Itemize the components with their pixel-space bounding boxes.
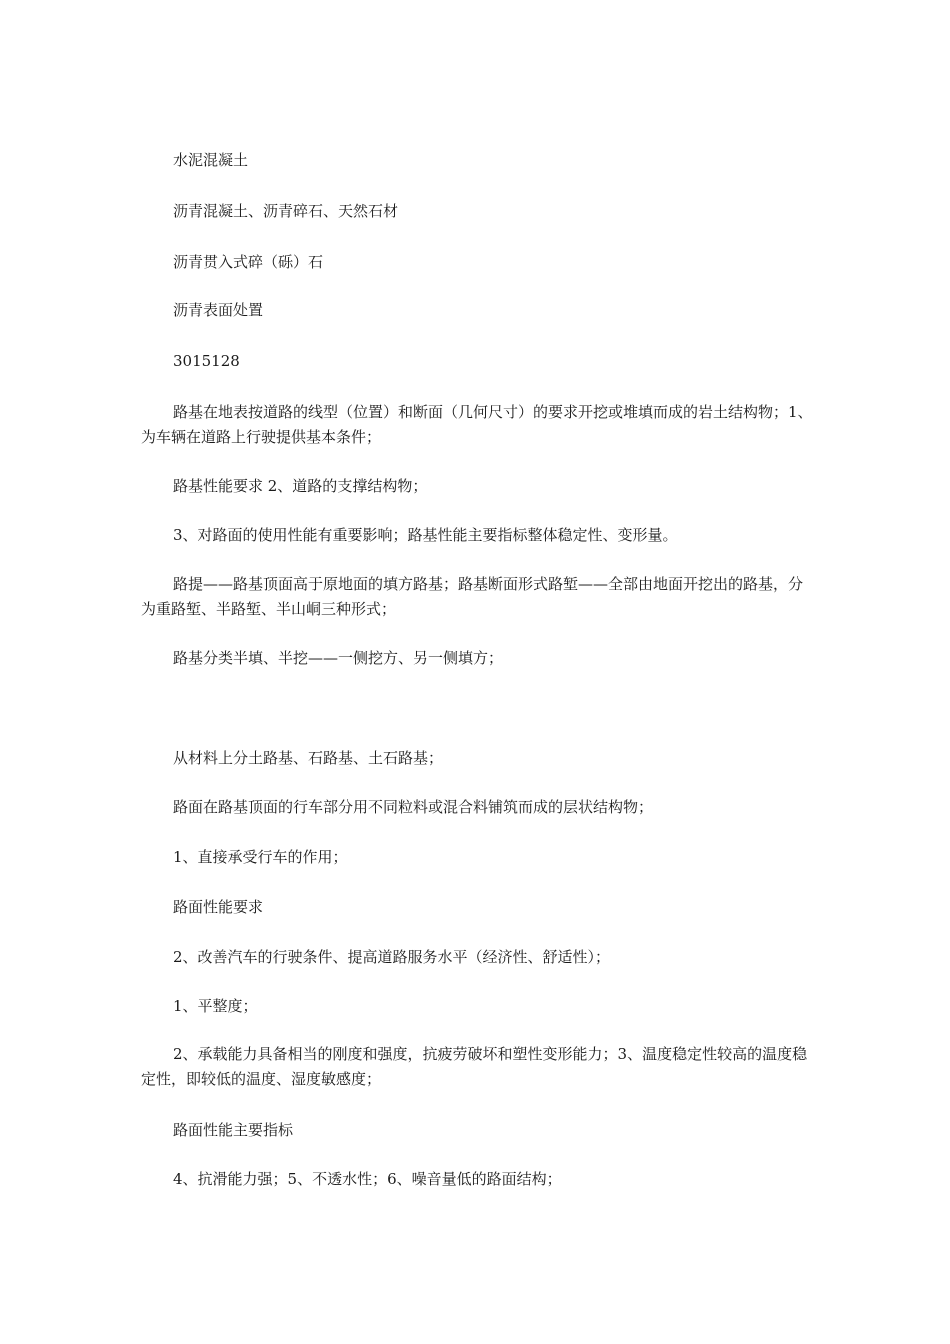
paragraph-16: 1、平整度；	[173, 997, 258, 1015]
paragraph-1: 水泥混凝土	[173, 151, 249, 169]
paragraph-18: 路面性能主要指标	[173, 1121, 294, 1139]
paragraph-2: 沥青混凝土、沥青碎石、天然石材	[173, 202, 399, 220]
paragraph-9: 路提——路基顶面高于原地面的填方路基；路基断面形式路堑——全部由地面开挖出的路基，分为重路堑、半路堑、半山峒三种形式；	[141, 575, 804, 618]
paragraph-12: 路面在路基顶面的行车部分用不同粒料或混合料铺筑而成的层状结构物；	[173, 798, 654, 816]
paragraph-3: 沥青贯入式碎（砾）石	[173, 253, 324, 271]
paragraph-8: 3、对路面的使用性能有重要影响；路基性能主要指标整体稳定性、变形量。	[173, 526, 678, 544]
paragraph-17: 2、承载能力具备相当的刚度和强度，抗疲劳破坏和塑性变形能力；3、温度稳定性较高的温度稳定性，即较低的温度、湿度敏感度；	[141, 1045, 808, 1088]
paragraph-4: 沥青表面处置	[173, 301, 264, 319]
paragraph-6: 路基在地表按道路的线型（位置）和断面（几何尺寸）的要求开挖或堆填而成的岩土结构物；1、为车辆在道路上行驶提供基本条件；	[141, 403, 813, 446]
paragraph-7: 路基性能要求 2、道路的支撑结构物；	[173, 477, 428, 495]
paragraph-10: 路基分类半填、半挖——一侧挖方、另一侧填方；	[173, 649, 504, 667]
paragraph-15: 2、改善汽车的行驶条件、提高道路服务水平（经济性、舒适性）；	[173, 948, 611, 966]
paragraph-19: 4、抗滑能力强；5、不透水性；6、噪音量低的路面结构；	[173, 1170, 562, 1188]
paragraph-5: 3015128	[173, 352, 240, 370]
paragraph-11: 从材料上分土路基、石路基、土石路基；	[173, 749, 444, 767]
paragraph-13: 1、直接承受行车的作用；	[173, 848, 348, 866]
paragraph-14: 路面性能要求	[173, 898, 264, 916]
